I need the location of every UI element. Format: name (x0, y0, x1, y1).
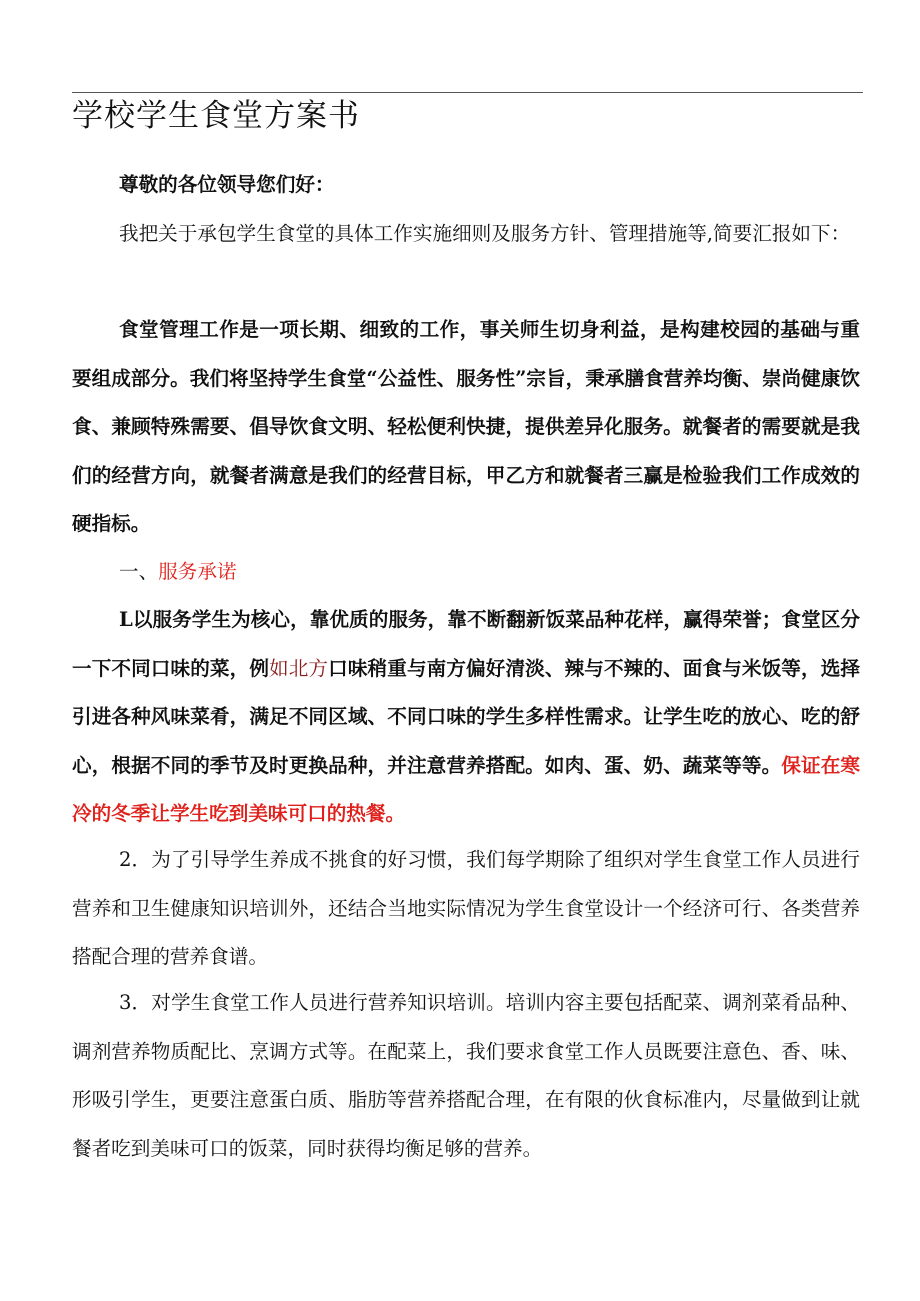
header-rule (72, 92, 863, 93)
salutation: 尊敬的各位领导您们好： (119, 173, 335, 196)
point-1-paragraph (72, 596, 860, 839)
point-2-paragraph: 2．为了引导学生养成不挑食的好习惯，我们每学期除了组织对学生食堂工作人员进行营养和卫生健康知识培训外，还结合当地实际情况为学生食堂设计一个经济可行、各类营养搭配合理的营养食谱。 (72, 848, 860, 968)
overview-paragraph: 食堂管理工作是一项长期、细致的工作，事关师生切身利益，是构建校园的基础与重要组成部分。我们将坚持学生食堂“公益性、服务性”宗旨，秉承膳食营养均衡、崇尚健康饮食、兼顾特殊需要、倡导饮食文明、轻松便利快捷，提供差异化服务。就餐者的需要就是我们的经营方向，就餐者满意是我们的经营目标，甲乙方和就餐者三赢是检验我们工作成效的硬指标。 (72, 318, 860, 535)
intro-paragraph: 我把关于承包学生食堂的具体工作实施细则及服务方针、管理措施等,简要汇报如下： (119, 222, 851, 245)
point-1-text-a: L以服务学生为核心，靠优质的服务，靠不断翻新饭菜品种花样，赢得荣誉；食堂区分一下不同口味的菜，例 (72, 608, 860, 680)
document-title: 学校学生食堂方案书 (72, 98, 360, 134)
point-1-text-b: 口味稍重与南方偏好清淡、辣与不辣的、面食与米饭等，选择引进各种风味菜肴，满足不同区域、不同口味的学生多样性需求。让学生吃的放心、吃的舒心，根据不同的季节及时更换品种，并注意营养搭配。如肉、蛋、奶、蔬菜等等。 (72, 656, 861, 777)
point-3-paragraph: 3．对学生食堂工作人员进行营养知识培训。培训内容主要包括配菜、调剂菜肴品种、调剂营养物质配比、烹调方式等。在配菜上，我们要求食堂工作人员既要注意色、香、味、形吸引学生，更要注意蛋白质、脂肪等营养搭配合理，在有限的伙食标准内，尽量做到让就餐者吃到美味可口的饭菜，同时获得均衡足够的营养。 (72, 991, 860, 1160)
section-number: 一、 (119, 560, 159, 583)
section-heading-text: 服务承诺 (158, 560, 237, 583)
section-heading (72, 548, 860, 597)
point-1-emphasis: 保证在寒冷的冬季让学生吃到美味可口的热餐。 (72, 753, 860, 825)
point-1-highlight: 如北方 (269, 656, 329, 680)
